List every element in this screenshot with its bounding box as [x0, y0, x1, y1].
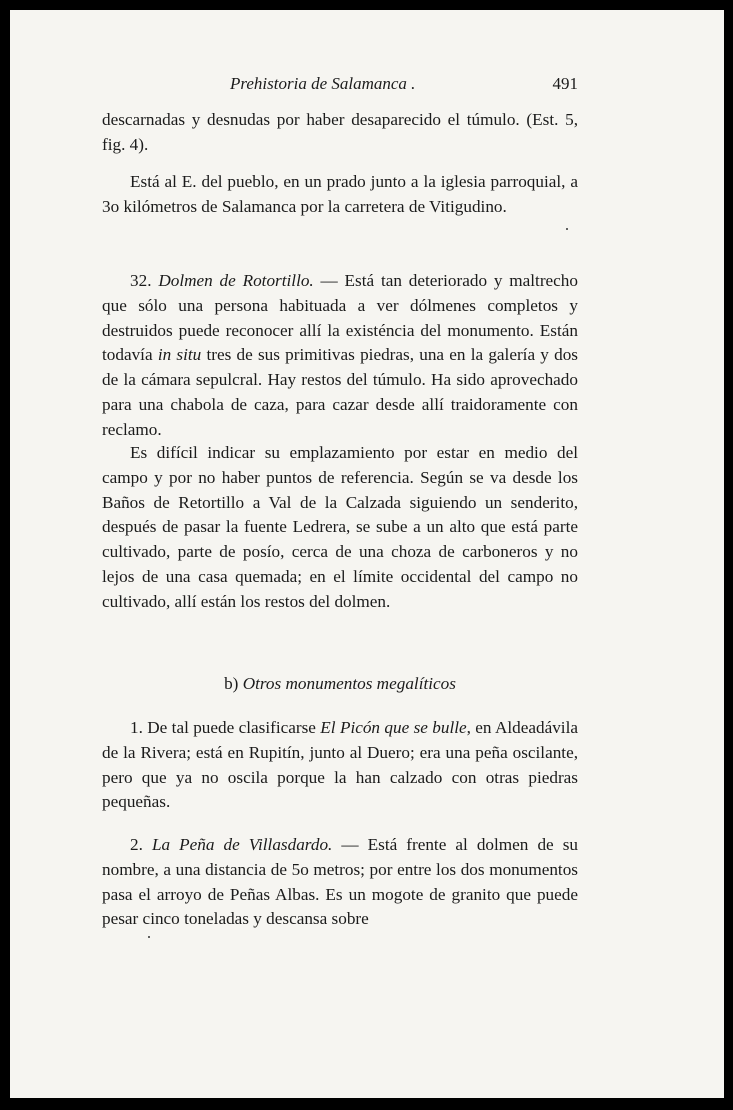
scanned-page: [10, 10, 724, 1098]
paragraph-3-text-b: tres de sus primitivas piedras, una en la galería y dos de la cámara sepulcral. Hay restos del túmulo. Ha sido aprovechado para una chabola de caza, para cazar desde allí traidoramente con reclamo.: [102, 345, 578, 439]
paragraph-1: [102, 108, 578, 158]
paragraph-3: [102, 269, 578, 443]
paragraph-6-heading: La Peña de Villasdardo.: [151, 835, 333, 854]
paragraph-5-text-b: , en Aldeadávila de la Rivera; está en Rupitín, junto al Duero; era una peña oscilante, pero que ya no oscila porque la han calzado con otras piedras pequeñas.: [102, 718, 578, 812]
paragraph-5-number: 1.: [130, 718, 143, 737]
subheading-title: Otros monumentos megalíticos: [242, 674, 456, 693]
paragraph-5-text-a: De tal puede clasificarse: [142, 718, 321, 737]
paragraph-4: [102, 441, 578, 615]
paragraph-6-number: 2.: [130, 835, 143, 854]
paragraph-4-text: Es difícil indicar su emplazamiento por estar en medio del campo y por no haber puntos de referencia. Según se va desde los Baños de Retortillo a Val de la Calzada siguiendo un senderito, después de pasar la fuente Ledrera, se sube a un alto que está parte cultivado, parte de posío, cerca de una choza de carboneros y no lejos de una casa quemada; en el límite occidental del campo no cultivado, allí están los restos del dolmen.: [102, 443, 578, 611]
paragraph-6: [102, 833, 578, 932]
paragraph-3-italic: in situ: [157, 345, 202, 365]
ink-speck: [566, 228, 568, 230]
subheading-letter: b): [224, 674, 239, 693]
paragraph-3-heading: Dolmen de Rotortillo.: [158, 271, 314, 290]
paragraph-3-number: 32.: [130, 271, 152, 290]
paragraph-5-italic: El Picón que se bulle: [320, 718, 467, 737]
paragraph-3-text-a: — Está tan deteriorado y maltrecho que sólo una persona habituada a ver dólmenes completos y destruidos puede reconocer allí la existéncia del monumento. Están todavía: [102, 271, 578, 365]
paragraph-6-text: — Está frente al dolmen de su nombre, a una distancia de 5o metros; por entre los dos monumentos pasa el arroyo de Peñas Albas. Es un mogote de granito que puede pesar cinco toneladas y descansa sobre: [102, 835, 578, 929]
paragraph-2: [102, 170, 578, 220]
section-subheading: [102, 674, 578, 694]
paragraph-5: [102, 716, 578, 815]
ink-speck: [148, 936, 150, 938]
running-title: Prehistoria de Salamanca .: [230, 74, 416, 93]
paragraph-1-text: descarnadas y desnudas por haber desaparecido el túmulo. (Est. 5, fig. 4).: [102, 110, 578, 154]
page-number: 491: [552, 74, 578, 93]
paragraph-2-text: Está al E. del pueblo, en un prado junto a la iglesia parroquial, a 3o kilómetros de Salamanca por la carretera de Vitigudino.: [102, 172, 578, 216]
